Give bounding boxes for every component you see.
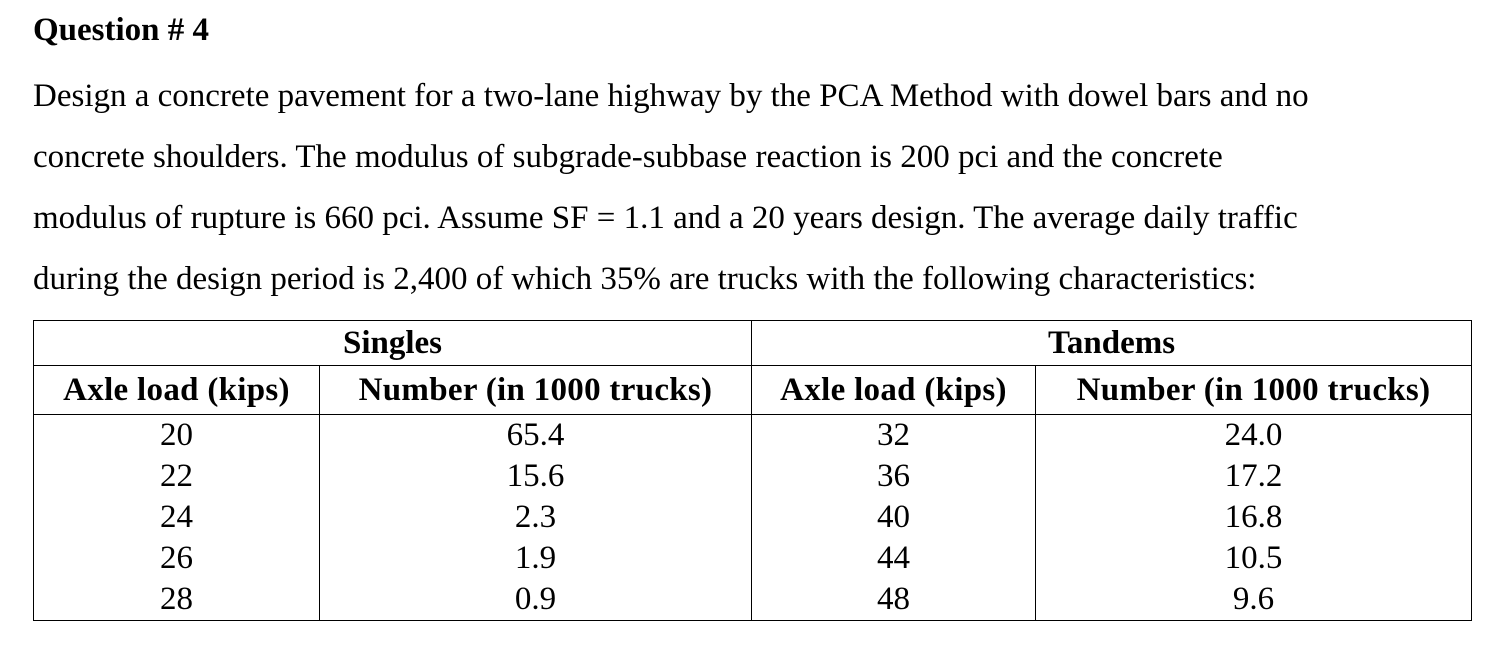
column-header: Number (in 1000 trucks) [1036,366,1472,415]
question-line: concrete shoulders. The modulus of subgrade-subbase reaction is 200 pci and the concrete [33,139,1223,175]
table-cell: 26 [34,538,320,579]
table-cell: 44 [752,538,1036,579]
column-header: Axle load (kips) [34,366,320,415]
table-cell: 1.9 [320,538,752,579]
column-header-row [34,366,1472,415]
question-text [33,66,1473,310]
question-line: modulus of rupture is 660 pci. Assume SF = 1.1 and a 20 years design. The average daily traffic [33,200,1298,236]
table-row [34,538,1472,579]
question-line: Design a concrete pavement for a two-lane highway by the PCA Method with dowel bars and no [33,78,1309,114]
table-cell: 17.2 [1036,456,1472,497]
column-header: Axle load (kips) [752,366,1036,415]
question-line: during the design period is 2,400 of which 35% are trucks with the following characteristics: [33,261,1257,297]
table-cell: 10.5 [1036,538,1472,579]
axle-load-table [33,320,1472,621]
table-cell: 24.0 [1036,415,1472,457]
group-header-row [34,321,1472,366]
table-cell: 2.3 [320,497,752,538]
table-cell: 36 [752,456,1036,497]
column-header: Number (in 1000 trucks) [320,366,752,415]
table-cell: 16.8 [1036,497,1472,538]
table-row [34,415,1472,457]
table-row [34,497,1472,538]
table-cell: 40 [752,497,1036,538]
table-row [34,456,1472,497]
question-title: Question # 4 [33,12,210,48]
group-header-tandems: Tandems [752,321,1472,366]
group-header-singles: Singles [34,321,752,366]
table-cell: 20 [34,415,320,457]
table-row [34,579,1472,621]
table-cell: 0.9 [320,579,752,621]
table-cell: 28 [34,579,320,621]
table-cell: 9.6 [1036,579,1472,621]
table-cell: 22 [34,456,320,497]
table-cell: 24 [34,497,320,538]
table-cell: 15.6 [320,456,752,497]
table-cell: 48 [752,579,1036,621]
table-cell: 32 [752,415,1036,457]
table-cell: 65.4 [320,415,752,457]
